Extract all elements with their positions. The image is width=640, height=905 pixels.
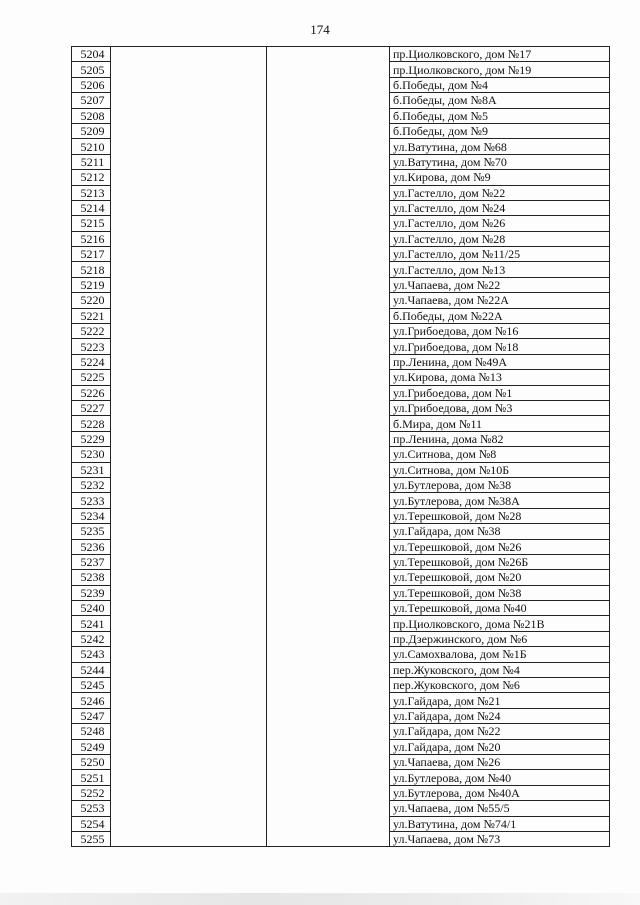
table-row: [72, 216, 610, 231]
empty-cell: [267, 47, 390, 62]
row-number-cell: 5251: [72, 770, 111, 785]
row-number-cell: 5219: [72, 277, 111, 292]
table-row: [72, 108, 610, 123]
empty-cell: [111, 524, 267, 539]
empty-cell: [267, 539, 390, 554]
address-cell: ул.Бутлерова, дом №40А: [390, 785, 610, 800]
empty-cell: [111, 62, 267, 77]
empty-cell: [267, 339, 390, 354]
address-cell: ул.Терешковой, дом №20: [390, 570, 610, 585]
address-cell: ул.Гастелло, дом №26: [390, 216, 610, 231]
empty-cell: [267, 631, 390, 646]
address-cell: ул.Гастелло, дом №13: [390, 262, 610, 277]
row-number-cell: 5235: [72, 524, 111, 539]
address-cell: б.Победы, дом №4: [390, 77, 610, 92]
empty-cell: [111, 662, 267, 677]
table-row: [72, 816, 610, 831]
table-row: [72, 770, 610, 785]
empty-cell: [267, 570, 390, 585]
empty-cell: [267, 93, 390, 108]
row-number-cell: 5208: [72, 108, 111, 123]
empty-cell: [267, 308, 390, 323]
row-number-cell: 5249: [72, 739, 111, 754]
empty-cell: [267, 816, 390, 831]
empty-cell: [111, 185, 267, 200]
empty-cell: [267, 831, 390, 846]
empty-cell: [267, 585, 390, 600]
row-number-cell: 5229: [72, 431, 111, 446]
row-number-cell: 5212: [72, 170, 111, 185]
table-row: [72, 277, 610, 292]
row-number-cell: 5225: [72, 370, 111, 385]
empty-cell: [111, 754, 267, 769]
row-number-cell: 5233: [72, 493, 111, 508]
empty-cell: [111, 200, 267, 215]
empty-cell: [267, 139, 390, 154]
row-number-cell: 5226: [72, 385, 111, 400]
empty-cell: [267, 770, 390, 785]
empty-cell: [111, 170, 267, 185]
address-cell: ул.Грибоедова, дом №18: [390, 339, 610, 354]
table-row: [72, 493, 610, 508]
row-number-cell: 5206: [72, 77, 111, 92]
table-row: [72, 724, 610, 739]
empty-cell: [267, 123, 390, 138]
address-cell: ул.Ситнова, дом №10Б: [390, 462, 610, 477]
empty-cell: [267, 324, 390, 339]
table-row: [72, 477, 610, 492]
row-number-cell: 5241: [72, 616, 111, 631]
empty-cell: [111, 493, 267, 508]
empty-cell: [267, 247, 390, 262]
table-row: [72, 539, 610, 554]
empty-cell: [111, 247, 267, 262]
empty-cell: [267, 801, 390, 816]
row-number-cell: 5215: [72, 216, 111, 231]
empty-cell: [111, 816, 267, 831]
address-cell: ул.Гастелло, дом №11/25: [390, 247, 610, 262]
row-number-cell: 5254: [72, 816, 111, 831]
empty-cell: [111, 277, 267, 292]
empty-cell: [111, 708, 267, 723]
empty-cell: [267, 431, 390, 446]
scan-edge-smudge: [0, 893, 640, 905]
address-cell: пр.Ленина, дом №49А: [390, 354, 610, 369]
table-row: [72, 754, 610, 769]
empty-cell: [111, 385, 267, 400]
row-number-cell: 5224: [72, 354, 111, 369]
table-row: [72, 62, 610, 77]
address-cell: б.Победы, дом №9: [390, 123, 610, 138]
row-number-cell: 5252: [72, 785, 111, 800]
table-row: [72, 585, 610, 600]
row-number-cell: 5217: [72, 247, 111, 262]
table-row: [72, 416, 610, 431]
row-number-cell: 5211: [72, 154, 111, 169]
empty-cell: [267, 754, 390, 769]
table-row: [72, 324, 610, 339]
row-number-cell: 5220: [72, 293, 111, 308]
address-cell: ул.Терешковой, дом №28: [390, 508, 610, 523]
row-number-cell: 5228: [72, 416, 111, 431]
row-number-cell: 5204: [72, 47, 111, 62]
empty-cell: [267, 447, 390, 462]
address-cell: ул.Кирова, дом №9: [390, 170, 610, 185]
address-cell: ул.Ватутина, дом №70: [390, 154, 610, 169]
address-cell: ул.Бутлерова, дом №38: [390, 477, 610, 492]
row-number-cell: 5231: [72, 462, 111, 477]
empty-cell: [111, 416, 267, 431]
empty-cell: [111, 216, 267, 231]
row-number-cell: 5216: [72, 231, 111, 246]
row-number-cell: 5237: [72, 554, 111, 569]
address-cell: ул.Самохвалова, дом №1Б: [390, 647, 610, 662]
row-number-cell: 5239: [72, 585, 111, 600]
table-row: [72, 662, 610, 677]
row-number-cell: 5240: [72, 601, 111, 616]
table-row: [72, 154, 610, 169]
table-row: [72, 601, 610, 616]
empty-cell: [111, 785, 267, 800]
table-row: [72, 631, 610, 646]
empty-cell: [111, 400, 267, 415]
empty-cell: [267, 400, 390, 415]
address-cell: ул.Чапаева, дом №55/5: [390, 801, 610, 816]
empty-cell: [267, 493, 390, 508]
address-cell: ул.Терешковой, дом №26Б: [390, 554, 610, 569]
empty-cell: [267, 554, 390, 569]
address-cell: ул.Терешковой, дом №38: [390, 585, 610, 600]
empty-cell: [111, 554, 267, 569]
empty-cell: [111, 831, 267, 846]
address-cell: ул.Гайдара, дом №21: [390, 693, 610, 708]
empty-cell: [267, 724, 390, 739]
table-row: [72, 508, 610, 523]
address-registry-table: [71, 46, 610, 847]
empty-cell: [267, 508, 390, 523]
empty-cell: [267, 231, 390, 246]
empty-cell: [111, 339, 267, 354]
address-cell: ул.Чапаева, дом №26: [390, 754, 610, 769]
table-row: [72, 293, 610, 308]
address-cell: ул.Бутлерова, дом №40: [390, 770, 610, 785]
empty-cell: [111, 262, 267, 277]
table-row: [72, 247, 610, 262]
row-number-cell: 5207: [72, 93, 111, 108]
empty-cell: [111, 231, 267, 246]
empty-cell: [267, 370, 390, 385]
empty-cell: [111, 293, 267, 308]
row-number-cell: 5236: [72, 539, 111, 554]
empty-cell: [267, 354, 390, 369]
address-cell: ул.Грибоедова, дом №16: [390, 324, 610, 339]
table-row: [72, 647, 610, 662]
address-cell: ул.Гайдара, дом №24: [390, 708, 610, 723]
empty-cell: [267, 739, 390, 754]
row-number-cell: 5209: [72, 123, 111, 138]
table-row: [72, 47, 610, 62]
table-row: [72, 77, 610, 92]
address-cell: б.Мира, дом №11: [390, 416, 610, 431]
table-row: [72, 93, 610, 108]
table-row: [72, 431, 610, 446]
table-row: [72, 231, 610, 246]
empty-cell: [267, 416, 390, 431]
address-cell: ул.Гайдара, дом №38: [390, 524, 610, 539]
row-number-cell: 5242: [72, 631, 111, 646]
address-cell: ул.Гастелло, дом №22: [390, 185, 610, 200]
table-row: [72, 262, 610, 277]
empty-cell: [267, 154, 390, 169]
address-cell: б.Победы, дом №5: [390, 108, 610, 123]
empty-cell: [267, 616, 390, 631]
empty-cell: [267, 108, 390, 123]
table-row: [72, 170, 610, 185]
empty-cell: [267, 77, 390, 92]
empty-cell: [111, 616, 267, 631]
address-cell: ул.Гастелло, дом №24: [390, 200, 610, 215]
empty-cell: [111, 647, 267, 662]
empty-cell: [111, 431, 267, 446]
empty-cell: [111, 462, 267, 477]
row-number-cell: 5244: [72, 662, 111, 677]
table-row: [72, 801, 610, 816]
empty-cell: [111, 154, 267, 169]
empty-cell: [111, 123, 267, 138]
row-number-cell: 5234: [72, 508, 111, 523]
row-number-cell: 5250: [72, 754, 111, 769]
empty-cell: [111, 93, 267, 108]
address-cell: ул.Чапаева, дом №22: [390, 277, 610, 292]
empty-cell: [267, 185, 390, 200]
address-cell: ул.Ватутина, дом №68: [390, 139, 610, 154]
address-cell: ул.Кирова, дома №13: [390, 370, 610, 385]
empty-cell: [267, 262, 390, 277]
row-number-cell: 5214: [72, 200, 111, 215]
table-row: [72, 447, 610, 462]
empty-cell: [111, 354, 267, 369]
empty-cell: [267, 647, 390, 662]
empty-cell: [111, 108, 267, 123]
address-cell: пр.Циолковского, дома №21В: [390, 616, 610, 631]
row-number-cell: 5238: [72, 570, 111, 585]
address-cell: ул.Гастелло, дом №28: [390, 231, 610, 246]
empty-cell: [111, 508, 267, 523]
empty-cell: [111, 770, 267, 785]
empty-cell: [111, 724, 267, 739]
address-cell: пер.Жуковского, дом №4: [390, 662, 610, 677]
row-number-cell: 5230: [72, 447, 111, 462]
address-cell: пр.Циолковского, дом №17: [390, 47, 610, 62]
address-cell: ул.Терешковой, дом №26: [390, 539, 610, 554]
empty-cell: [111, 601, 267, 616]
address-cell: ул.Гайдара, дом №22: [390, 724, 610, 739]
table-row: [72, 462, 610, 477]
table-row: [72, 616, 610, 631]
table-row: [72, 785, 610, 800]
address-cell: ул.Ватутина, дом №74/1: [390, 816, 610, 831]
empty-cell: [267, 216, 390, 231]
table-row: [72, 400, 610, 415]
empty-cell: [267, 693, 390, 708]
table-row: [72, 123, 610, 138]
empty-cell: [267, 524, 390, 539]
empty-cell: [267, 708, 390, 723]
table-row: [72, 708, 610, 723]
row-number-cell: 5243: [72, 647, 111, 662]
address-cell: пер.Жуковского, дом №6: [390, 678, 610, 693]
address-cell: б.Победы, дом №22А: [390, 308, 610, 323]
registry-body: [72, 47, 610, 847]
address-cell: ул.Грибоедова, дом №1: [390, 385, 610, 400]
empty-cell: [111, 324, 267, 339]
empty-cell: [267, 62, 390, 77]
table-row: [72, 554, 610, 569]
address-cell: б.Победы, дом №8А: [390, 93, 610, 108]
address-cell: пр.Дзержинского, дом №6: [390, 631, 610, 646]
row-number-cell: 5213: [72, 185, 111, 200]
row-number-cell: 5221: [72, 308, 111, 323]
table-row: [72, 693, 610, 708]
row-number-cell: 5227: [72, 400, 111, 415]
address-cell: ул.Терешковой, дома №40: [390, 601, 610, 616]
table-row: [72, 524, 610, 539]
empty-cell: [111, 370, 267, 385]
row-number-cell: 5247: [72, 708, 111, 723]
empty-cell: [111, 631, 267, 646]
empty-cell: [111, 585, 267, 600]
empty-cell: [111, 77, 267, 92]
table-row: [72, 339, 610, 354]
address-cell: пр.Ленина, дома №82: [390, 431, 610, 446]
row-number-cell: 5246: [72, 693, 111, 708]
table-row: [72, 139, 610, 154]
table-row: [72, 185, 610, 200]
empty-cell: [111, 47, 267, 62]
address-cell: ул.Чапаева, дом №73: [390, 831, 610, 846]
empty-cell: [267, 662, 390, 677]
row-number-cell: 5205: [72, 62, 111, 77]
empty-cell: [111, 308, 267, 323]
table-row: [72, 570, 610, 585]
address-cell: пр.Циолковского, дом №19: [390, 62, 610, 77]
table-row: [72, 739, 610, 754]
table-row: [72, 385, 610, 400]
empty-cell: [111, 739, 267, 754]
address-cell: ул.Ситнова, дом №8: [390, 447, 610, 462]
table-row: [72, 678, 610, 693]
empty-cell: [267, 170, 390, 185]
empty-cell: [267, 293, 390, 308]
empty-cell: [111, 693, 267, 708]
empty-cell: [111, 447, 267, 462]
row-number-cell: 5255: [72, 831, 111, 846]
empty-cell: [111, 801, 267, 816]
empty-cell: [267, 277, 390, 292]
empty-cell: [267, 462, 390, 477]
address-cell: ул.Бутлерова, дом №38А: [390, 493, 610, 508]
address-cell: ул.Чапаева, дом №22А: [390, 293, 610, 308]
address-cell: ул.Гайдара, дом №20: [390, 739, 610, 754]
row-number-cell: 5210: [72, 139, 111, 154]
table-row: [72, 831, 610, 846]
table-row: [72, 308, 610, 323]
row-number-cell: 5223: [72, 339, 111, 354]
row-number-cell: 5245: [72, 678, 111, 693]
empty-cell: [267, 477, 390, 492]
empty-cell: [267, 678, 390, 693]
row-number-cell: 5248: [72, 724, 111, 739]
empty-cell: [267, 385, 390, 400]
empty-cell: [111, 570, 267, 585]
empty-cell: [111, 539, 267, 554]
page-number: 174: [310, 22, 330, 37]
empty-cell: [111, 139, 267, 154]
row-number-cell: 5218: [72, 262, 111, 277]
empty-cell: [267, 200, 390, 215]
table-row: [72, 200, 610, 215]
row-number-cell: 5253: [72, 801, 111, 816]
empty-cell: [267, 785, 390, 800]
table-row: [72, 354, 610, 369]
row-number-cell: 5222: [72, 324, 111, 339]
row-number-cell: 5232: [72, 477, 111, 492]
empty-cell: [267, 601, 390, 616]
address-cell: ул.Грибоедова, дом №3: [390, 400, 610, 415]
empty-cell: [111, 477, 267, 492]
table-row: [72, 370, 610, 385]
empty-cell: [111, 678, 267, 693]
